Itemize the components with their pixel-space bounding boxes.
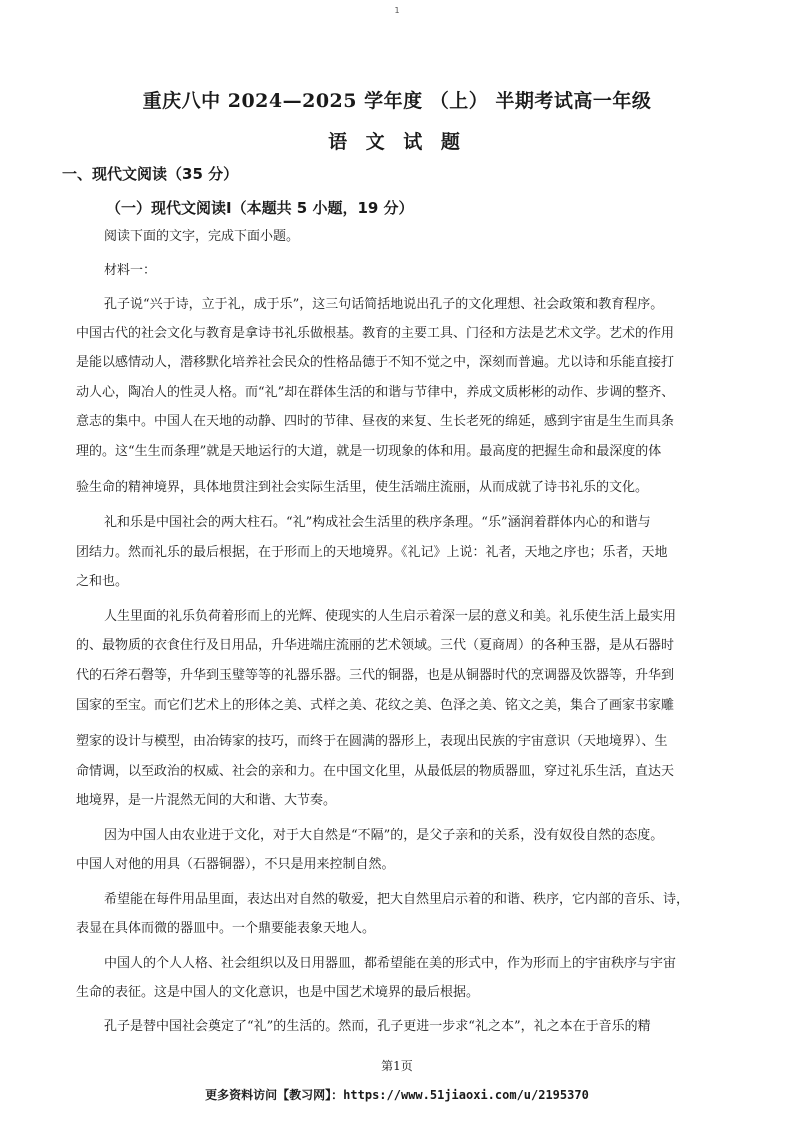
paragraph-line: 希望能在每件用品里面，表达出对自然的敬爱，把大自然里启示着的和谐、秩序，它内部的音乐、诗， xyxy=(104,892,690,907)
paragraph-line: 表显在具体而微的器皿中。一个鼎要能表象天地人。 xyxy=(76,921,376,936)
paragraph-line: 团结力。然而礼乐的最后根据，在于形而上的天地境界。《礼记》上说：礼者，天地之序也；乐者，天地 xyxy=(76,545,668,560)
paragraph-line: 中国古代的社会文化与教育是拿诗书礼乐做根基。教育的主要工具、门径和方法是艺术文学。艺术的作用 xyxy=(76,326,675,341)
paragraph-line: 中国人对他的用具（石器铜器），不只是用来控制自然。 xyxy=(76,857,395,872)
section-heading: 一、现代文阅读（35 分） xyxy=(62,165,239,183)
paragraph-line: 验生命的精神境界，具体地贯注到社会实际生活里，使生活端庄流丽，从而成就了诗书礼乐的文化。 xyxy=(76,480,649,495)
paragraph-line: 动人心，陶冶人的性灵人格。而“礼”却在群体生活的和谐与节律中，养成文质彬彬的动作、步调的整齐、 xyxy=(76,385,675,400)
footer-link-note[interactable]: 更多资料访问【教习网】：https://www.51jiaoxi.com/u/2195370 xyxy=(205,1088,589,1102)
paragraph-line: 孔子是替中国社会奠定了“礼”的生活的。然而，孔子更进一步求“礼之本”，礼之本在于音乐的精 xyxy=(104,1019,651,1034)
paragraph-line: 阅读下面的文字，完成下面小题。 xyxy=(104,229,300,244)
paragraph-line: 礼和乐是中国社会的两大柱石。“礼”构成社会生活里的秩序条理。“乐”涵润着群体内心的和谐与 xyxy=(104,515,651,530)
paragraph-line: 理的。这“生生而条理”就是天地运行的大道，就是一切现象的体和用。最高度的把握生命和最深度的体 xyxy=(76,444,662,459)
paragraph-line: 国家的至宝。而它们艺术上的形体之美、式样之美、花纹之美、色泽之美、铭文之美，集合了画家书家雕 xyxy=(76,698,675,713)
paragraph-line: 孔子说“兴于诗，立于礼，成于乐”，这三句话简括地说出孔子的文化理想、社会政策和教育程序。 xyxy=(104,297,664,312)
paragraph-line: 材料一： xyxy=(104,263,157,278)
paragraph-line: 是能以感情动人，潜移默化培养社会民众的性格品德于不知不觉之中，深刻而普遍。尤以诗和乐能直接打 xyxy=(76,355,675,370)
paragraph-line: 人生里面的礼乐负荷着形而上的光辉、使现实的人生启示着深一层的意义和美。礼乐使生活上最实用 xyxy=(104,609,677,624)
paragraph-line: 命情调，以至政治的权威、社会的亲和力。在中国文化里，从最低层的物质器皿，穿过礼乐生活，直达天 xyxy=(76,764,675,779)
paragraph-line: 地境界，是一片混然无间的大和谐、大节奏。 xyxy=(76,793,337,808)
paragraph-line: 因为中国人由农业进于文化，对于大自然是“不隔”的，是父子亲和的关系，没有奴役自然的态度。 xyxy=(104,828,664,843)
subsection-heading: （一）现代文阅读Ⅰ（本题共 5 小题，19 分） xyxy=(106,199,414,217)
page-number: 第1页 xyxy=(381,1059,413,1073)
paragraph-line: 塑家的设计与模型，由冶铸家的技巧，而终于在圆满的器形上，表现出民族的宇宙意识（天地境界）、生 xyxy=(76,734,668,749)
paragraph-line: 代的石斧石磬等，升华到玉璧等等的礼器乐器。三代的铜器，也是从铜器时代的烹调器及饮器等，升华到 xyxy=(76,668,675,683)
subject-title: 语 文 试 题 xyxy=(328,131,466,153)
page-marker: 1 xyxy=(394,6,400,15)
exam-title: 重庆八中 2024—2025 学年度 （上） 半期考试高一年级 xyxy=(142,90,652,112)
paragraph-line: 的、最物质的衣食住行及日用品，升华进端庄流丽的艺术领域。三代（夏商周）的各种玉器，是从石器时 xyxy=(76,638,675,653)
paragraph-line: 之和也。 xyxy=(76,574,129,589)
paragraph-line: 意志的集中。中国人在天地的动静、四时的节律、昼夜的来复、生长老死的绵延，感到宇宙是生生而具条 xyxy=(76,414,675,429)
paragraph-line: 中国人的个人人格、社会组织以及日用器皿，都希望能在美的形式中，作为形而上的宇宙秩序与宇宙 xyxy=(104,956,677,971)
paragraph-line: 生命的表征。这是中国人的文化意识，也是中国艺术境界的最后根据。 xyxy=(76,985,480,1000)
